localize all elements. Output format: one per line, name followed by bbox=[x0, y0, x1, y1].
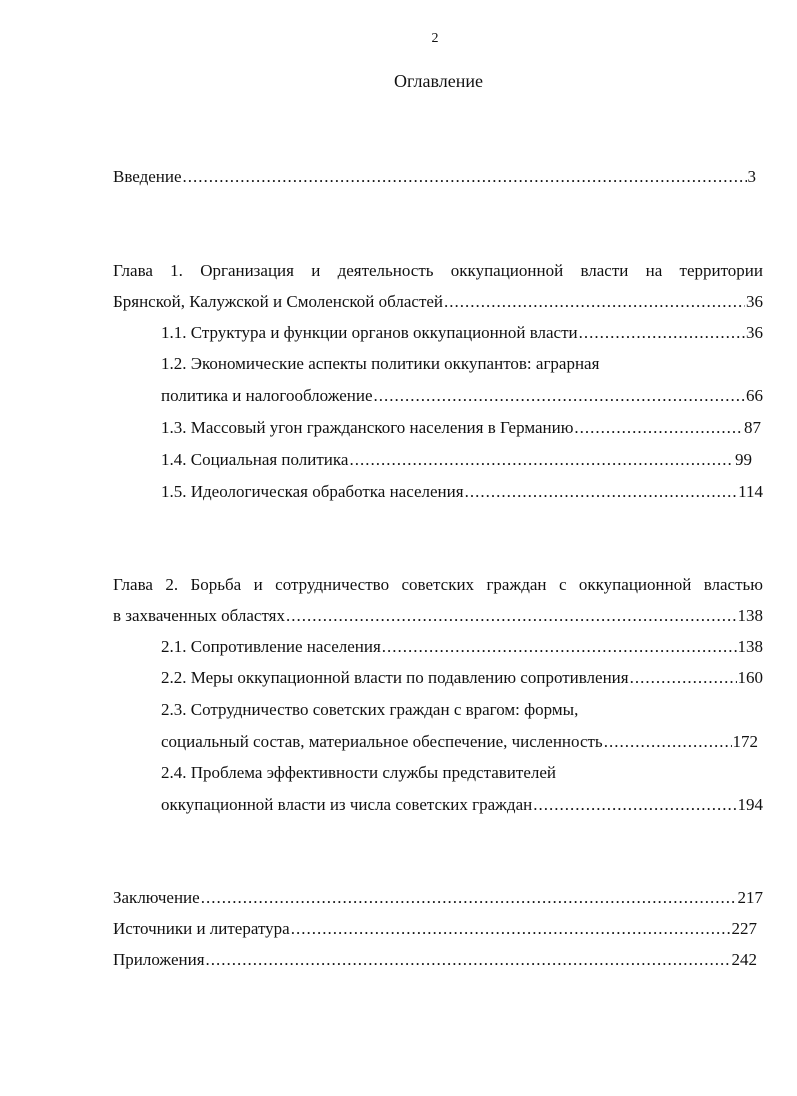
toc-entry-section-1-2-line1[interactable]: 1.2. Экономические аспекты политики оккупантов: аграрная bbox=[161, 354, 600, 373]
leader-dots bbox=[579, 323, 745, 343]
toc-entry-page: 138 bbox=[737, 637, 763, 656]
leader-dots bbox=[444, 292, 745, 312]
toc-entry-label: 2.1. Сопротивление населения bbox=[161, 637, 381, 656]
toc-entry-section-2-3[interactable] bbox=[161, 732, 758, 752]
toc-entry-page: 3 bbox=[747, 167, 756, 186]
toc-entry-section-1-3[interactable] bbox=[161, 418, 761, 438]
toc-entry-page: 99 bbox=[735, 450, 752, 469]
toc-entry-section-2-4-line1[interactable]: 2.4. Проблема эффективности службы представителей bbox=[161, 763, 556, 782]
leader-dots bbox=[201, 888, 737, 908]
toc-entry-label: социальный состав, материальное обеспечение, численность bbox=[161, 732, 603, 751]
leader-dots bbox=[349, 450, 734, 470]
leader-dots bbox=[574, 418, 743, 438]
toc-entry-page: 114 bbox=[738, 482, 763, 501]
toc-entry-page: 36 bbox=[746, 323, 763, 342]
chapter2-heading-line1[interactable]: Глава 2. Борьба и сотрудничество советских граждан с оккупационной властью bbox=[113, 575, 763, 594]
toc-entry-label: Введение bbox=[113, 167, 182, 186]
toc-entry-section-2-3-line1[interactable]: 2.3. Сотрудничество советских граждан с врагом: формы, bbox=[161, 700, 579, 719]
toc-entry-sources[interactable] bbox=[113, 919, 757, 939]
toc-entry-label: оккупационной власти из числа советских граждан bbox=[161, 795, 533, 814]
toc-entry-section-1-4[interactable] bbox=[161, 450, 752, 470]
toc-entry-section-1-1[interactable] bbox=[161, 323, 763, 343]
toc-entry-section-1-5[interactable] bbox=[161, 482, 763, 502]
toc-entry-page: 160 bbox=[737, 668, 763, 687]
toc-entry-label: 1.1. Структура и функции органов оккупационной власти bbox=[161, 323, 578, 342]
toc-entry-label: в захваченных областях bbox=[113, 606, 285, 625]
page-title: Оглавление bbox=[394, 71, 483, 91]
leader-dots bbox=[374, 386, 745, 406]
toc-entry-label: 1.5. Идеологическая обработка населения bbox=[161, 482, 464, 501]
toc-entry-page: 87 bbox=[744, 418, 761, 437]
toc-entry-page: 194 bbox=[737, 795, 763, 814]
toc-entry-introduction[interactable] bbox=[113, 167, 756, 187]
toc-entry-page: 172 bbox=[732, 732, 758, 751]
toc-entry-appendices[interactable] bbox=[113, 950, 757, 970]
leader-dots bbox=[630, 668, 737, 688]
toc-entry-label: 1.3. Массовый угон гражданского населения в Германию bbox=[161, 418, 574, 437]
toc-entry-section-2-4[interactable] bbox=[161, 795, 763, 815]
toc-entry-section-1-2[interactable] bbox=[161, 386, 763, 406]
chapter1-heading-line1[interactable]: Глава 1. Организация и деятельность оккупационной власти на территории bbox=[113, 261, 763, 280]
toc-entry-label: Заключение bbox=[113, 888, 200, 907]
toc-entry-section-2-2[interactable] bbox=[161, 668, 763, 688]
toc-entry-conclusion[interactable] bbox=[113, 888, 763, 908]
toc-entry-label: 1.4. Социальная политика bbox=[161, 450, 349, 469]
leader-dots bbox=[183, 167, 747, 187]
toc-entry-page: 227 bbox=[731, 919, 757, 938]
toc-entry-label: 2.2. Меры оккупационной власти по подавлению сопротивления bbox=[161, 668, 629, 687]
toc-entry-chapter1[interactable] bbox=[113, 292, 763, 312]
leader-dots bbox=[206, 950, 731, 970]
leader-dots bbox=[291, 919, 731, 939]
leader-dots bbox=[286, 606, 737, 626]
leader-dots bbox=[604, 732, 732, 752]
toc-entry-label: Приложения bbox=[113, 950, 205, 969]
toc-entry-page: 138 bbox=[737, 606, 763, 625]
toc-entry-page: 217 bbox=[737, 888, 763, 907]
toc-entry-label: Источники и литература bbox=[113, 919, 290, 938]
toc-entry-page: 36 bbox=[746, 292, 763, 311]
toc-entry-page: 242 bbox=[731, 950, 757, 969]
leader-dots bbox=[382, 637, 737, 657]
page-number: 2 bbox=[431, 31, 439, 46]
toc-entry-chapter2[interactable] bbox=[113, 606, 763, 626]
toc-entry-label: Брянской, Калужской и Смоленской областей bbox=[113, 292, 444, 311]
leader-dots bbox=[465, 482, 738, 502]
toc-entry-section-2-1[interactable] bbox=[161, 637, 763, 657]
leader-dots bbox=[533, 795, 736, 815]
toc-entry-page: 66 bbox=[746, 386, 763, 405]
toc-entry-label: политика и налогообложение bbox=[161, 386, 373, 405]
